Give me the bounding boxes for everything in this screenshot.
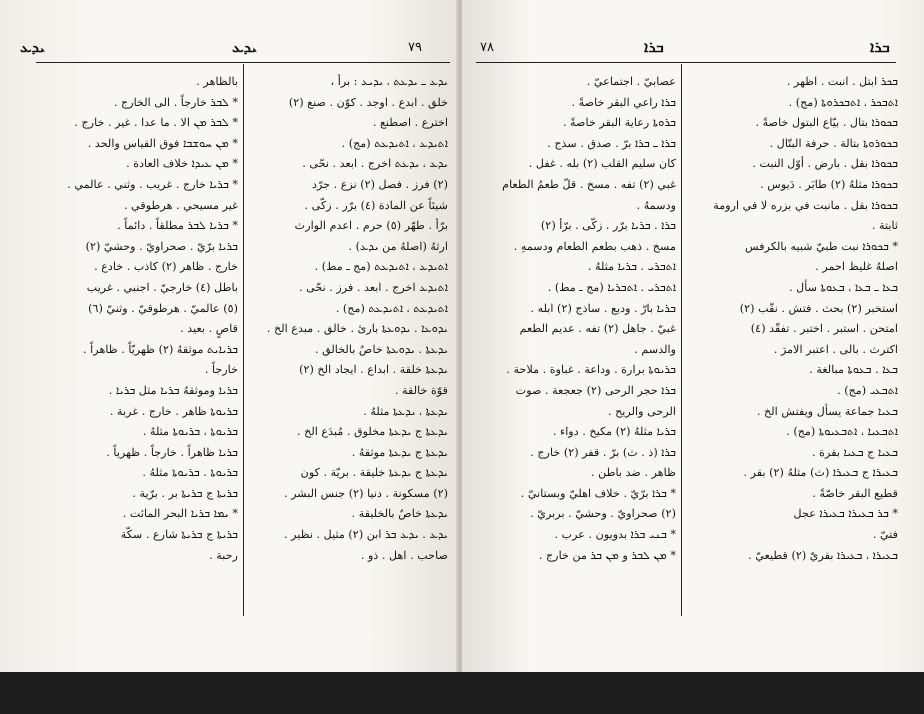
entry-line: (٢) مسكونة . دنيا (٢) جنس البشر . — [283, 486, 448, 500]
entry-line: اصلهُ غليظ احمر . — [815, 260, 898, 274]
entry-line: قاصٍ . بعيد . — [180, 322, 238, 336]
entry-line: ܝܕܥ ، ܝܕܥܬ اخرج . ابعد . نحّى . — [302, 157, 448, 171]
entry-line: كان سليم القلب (٢) بله . غفل . — [528, 157, 676, 171]
left-page-column-divider — [243, 64, 244, 616]
entry-line: (٢) صحراويّ . وحشيّ . بربريّ . — [530, 507, 676, 521]
entry-line: ܐܬܒܟܪ ، ܐܬܒܟܪܘܬܐ (مج) . — [788, 95, 898, 109]
entry-line: ܒܪܐ ـ ܒܪܐ برّ . صدق . سذج . — [547, 136, 676, 150]
entry-line: ܒܪܐ حجر الرحى (٢) جعجعة . صوت — [515, 383, 676, 397]
left-page-header-corner: ܝܕܥ — [20, 38, 45, 56]
entry-line: ܐܬܝܕܥܬ ، ܐܬܝܕܥܬ (مج) . — [335, 301, 448, 315]
entry-line: * ܡܢ ܠܒܪ و ܡܢ ܒܪ من خارج . — [538, 548, 676, 562]
left-page-number: ٧٩ — [408, 40, 422, 55]
entry-line: ܒܥܝܐ ج ܒܥܝܐ بقرة . — [812, 445, 898, 459]
entry-line: ودسمهُ . — [636, 198, 676, 212]
entry-line: رحبة . — [209, 548, 238, 562]
entry-line: باطل (٤) خارجيّ . اجنبي . غريب — [86, 280, 238, 294]
entry-line: ܒܥܐ ـ ܒܥܐ ، ܒܥܘܬܐ سأل . — [789, 280, 898, 294]
left-page — [0, 0, 458, 672]
entry-line: ظاهر . ضد باطن . — [590, 466, 676, 480]
entry-line: ܝܕܥ ـ ܝܕܥܬ ، ܝܕܝܥ : برأ ، — [330, 75, 448, 88]
entry-line: * ܒܪ ܒܥܝܪܐ ܒܥܝܪܐ عجل — [793, 507, 898, 521]
entry-line: ܒܪܝܘܬܐ . ܒܪܝܘܬܐ مثلهُ . — [142, 466, 238, 480]
right-page-column-left — [474, 72, 676, 566]
entry-line: ܒܪܝܐܝܬ موثقهُ (٢) ظهريّاً . ظاهراً . — [83, 342, 238, 356]
entry-line: ܒܟܘܪܐ بقل . مانبت في بزره لا في ارومة — [713, 198, 898, 212]
entry-line: ܝܕܥܬܐ ج ܝܕܥܬܐ مخلوق . مُبدَع الخ . — [296, 425, 448, 439]
entry-line: امتحن . استبر . اختبر . تفقّد (٤) — [750, 322, 898, 336]
entry-line: ܝܕܥܬܐ خاصٌ بالخليقة . — [351, 507, 448, 521]
right-page-header-rule — [476, 62, 896, 63]
entry-line: * ܒܢܝ ܒܪܐ بدويون . عرب . — [554, 528, 676, 542]
entry-line: ܒܪܝܐ مثلهُ (٢) مكيخ . دواء . — [552, 425, 676, 439]
left-page-column-right — [250, 72, 448, 566]
entry-line: (٢) فرز . فصل (٢) نزع . جرّد — [312, 177, 448, 191]
entry-line: ܒܥܐ . ܒܥܘܬܐ مبالغة . — [809, 363, 898, 377]
entry-line: * ܡܢ ܚܘܫܒܐ فوق القياس والحد . — [87, 136, 238, 150]
entry-line: ارثهُ (اصلهُ من ܝܕܥ) . — [348, 239, 448, 253]
entry-line: ܒܪܘܬܐ رعاية البقر خاصةً . — [562, 116, 676, 130]
entry-line: ܒܪܝܐ وموثقهُ ܒܪܝܐ مثل ܒܪܝܐ . — [108, 383, 238, 397]
entry-line: اخترع . اصطنع . — [372, 116, 448, 130]
entry-line: * ܠܒܪ خارجاً . الى الخارج . — [113, 95, 238, 109]
scanner-bed-edge — [0, 672, 924, 714]
entry-line: * ܒܟܘܪܐ نبت طبيّ شبيه بالكرفس — [745, 239, 898, 253]
entry-line: قطيع البقر خاصّةً . — [812, 486, 898, 500]
right-page-header-corner: ܒܪܐ — [870, 38, 890, 56]
entry-line: ܒܪܝܐ برّيّ . صحراويّ . وحشيّ (٢) — [85, 239, 238, 253]
entry-line: ܐܬܝܕܥ ، ܐܬܝܕܥܬ (مج ـ مط) . — [314, 260, 448, 274]
entry-line: ܒܪܝܘܬܐ ظاهر . خارج . غربة . — [109, 404, 238, 418]
entry-line: ܒܪܝܘܬܐ ، ܒܪܝܘܬܐ مثلهُ . — [142, 425, 238, 439]
right-page-column-divider — [681, 64, 682, 616]
entry-line: ܐܬܒܥܝ (مج) . — [837, 383, 898, 397]
entry-line: * ܡܢ ܥܝܕܐ خلاف العادة . — [126, 157, 238, 171]
entry-line: قوّة خالقة . — [394, 383, 448, 397]
entry-line: ܝܕܥܬܐ . ܝܕܘܥܬܐ خاصٌ بالخالق . — [314, 342, 448, 356]
entry-line: فتيّ . — [872, 528, 898, 542]
entry-line: ܒܪܝܘܬܐ برارة . وداعة . غباوة . ملاحة . — [506, 363, 676, 377]
right-page-header-center: ܒܪܐ — [644, 38, 664, 56]
entry-line: ܝܕܥܬܐ ج ܝܕܥܬܐ موثقهُ . — [351, 445, 448, 459]
entry-line: ܒܟܪ ابتل . انبت . اظهر . — [786, 75, 898, 88]
right-page — [462, 0, 924, 672]
entry-line: ܒܥܝܪܐ ، ܒܥܝܪܐ بقريّ (٢) قطيعيّ . — [748, 548, 898, 562]
entry-line: * ܝܡܐ ܒܪܝܐ البحر المائت . — [122, 507, 238, 521]
entry-line: بالظاهر . — [196, 75, 238, 88]
entry-line: استخبر (٢) بحث . فتش . نقّب (٢) — [739, 301, 898, 315]
entry-line: اكترث . بالى . اعتبر الامرَ . — [773, 342, 898, 356]
entry-line: غبيّ . جاهل (٢) تفه . عديم الطعم — [519, 322, 676, 336]
entry-line: مسخ . ذهب بطعم الطعام ودسمهِ . — [513, 239, 676, 253]
entry-line: (٥) عالميّ . هرطوقيّ . وثنيّ (٦) — [88, 301, 238, 315]
left-page-column-left — [40, 72, 238, 566]
entry-line: ܒܟܘܪܐ مثلهُ (٢) طابَر . دَيوس . — [760, 177, 898, 191]
entry-line: شيئاً عن المادة (٤) برّر . زكّى . — [304, 198, 448, 212]
left-page-header-center: ܝܕܥ — [232, 38, 257, 56]
entry-line: صاحب . اهل . ذو . — [360, 548, 448, 562]
entry-line: ܒܟܘܪܘܬܐ بتالة . حرفة البتّال . — [769, 136, 898, 150]
entry-line: ܒܟܘܪܐ بقل . بارض . أوّل النبت . — [752, 157, 898, 171]
entry-line: ܒܪܝܐ ظاهراً . خارجاً . ظهرياً . — [106, 445, 238, 459]
entry-line: والدسم . — [634, 342, 676, 356]
entry-line: خارجاً . — [204, 363, 238, 377]
entry-line: * ܒܪܝܐ خارج . غريب . وثني . عالمي . — [67, 177, 238, 191]
entry-line: غبي (٢) تفه . مسخ . قلّ طعمُ الطعام — [502, 177, 676, 191]
entry-line: ܒܪܐ . ܒܪܝܐ برّر . زكّى . برّأ (٢) — [540, 219, 676, 233]
entry-line: ܒܪܝܬܐ ج ܒܪܝܬܐ شارع . سكّة — [120, 528, 238, 542]
entry-line: ܒܪܐ راعي البقر خاصةً . — [571, 95, 676, 109]
entry-line: ܒܟܘܪܐ بتال . بيّاع البتول خاصةً . — [755, 116, 898, 130]
entry-line: ܒܥܝܪܐ ج ܒܥܝܪܐ (ث) مثلهُ (٢) بقر . — [743, 466, 898, 480]
entry-line: * ܠܒܪ ܡܢ الا . ما عدا . غير . خارج . — [74, 116, 238, 130]
right-page-number: ٧٨ — [480, 40, 494, 55]
entry-line: خلق . ابدع . اوجد . كوّن . صنع (٢) — [288, 95, 448, 109]
entry-line: ܐܬܒܪܝ . ܐܬܒܪܝܐ (مج ـ مط) . — [547, 280, 676, 294]
entry-line: ܐܬܒܪܝ . ܒܪܝܐ مثلهُ . — [587, 260, 676, 274]
left-page-header-rule — [36, 62, 450, 63]
entry-line: ܝܕܥܬܐ خلقة . ابداع . ايجاد الخ (٢) — [299, 363, 448, 377]
entry-line: ܒܪܐ (ذ . ث) برّ . قفر (٢) خارج . — [530, 445, 676, 459]
entry-line: الرحى والريح . — [607, 404, 676, 418]
entry-line: ܐܬܝܕܥ ، ܐܬܝܕܥܬ (مج) . — [341, 136, 448, 150]
entry-line: عصابيّ . اجتماعيّ . — [586, 75, 676, 88]
entry-line: برّأ . طهّر (٥) حرم . اعدم الوارث — [294, 219, 448, 233]
entry-line: ܒܪܝܬܐ ج ܒܪܝܬܐ بر . برّية . — [132, 486, 238, 500]
entry-line: * ܒܪܐ برّيّ . خلاف اهليّ وبستانيّ . — [520, 486, 676, 500]
entry-line: ܐܬܝܕܥ اخرج . ابعد . فرز . نحّى . — [298, 280, 448, 294]
entry-line: ثابتة . — [871, 219, 898, 233]
entry-line: ܒܥܝܐ جماعة يسأل ويفتش الخ . — [756, 404, 898, 418]
entry-line: ܝܕܥܬܐ ، ܝܕܥܬܐ مثلهُ . — [363, 404, 448, 418]
entry-line: ܒܪܝܐ بارّ . وديع . ساذج (٢) ابله . — [530, 301, 676, 315]
entry-line: ܝܕܘܥܐ . ܝܕܘܥܬܐ بارئ . خالق . مبدع الخ . — [266, 322, 448, 336]
entry-line: ܐܬܒܥܝܐ ، ܐܬܒܥܝܘܬܐ (مج) . — [786, 425, 898, 439]
entry-line: * ܒܪܝܐ ܠܒܪ مطلقاً . دائماً . — [117, 219, 238, 233]
entry-line: خارج . ظاهر (٢) كاذب . خادع . — [94, 260, 238, 274]
entry-line: ܝܕܥ . ܝܕܥ ܒܪ ابن (٢) مثيل . نظير . — [284, 528, 448, 542]
entry-line: غير مسيحي . هرطوقي . — [123, 198, 238, 212]
entry-line: ܝܕܥܬܐ ج ܝܕܥܬܐ خليقة . بريّة . كون — [300, 466, 448, 480]
right-page-column-right — [688, 72, 898, 566]
